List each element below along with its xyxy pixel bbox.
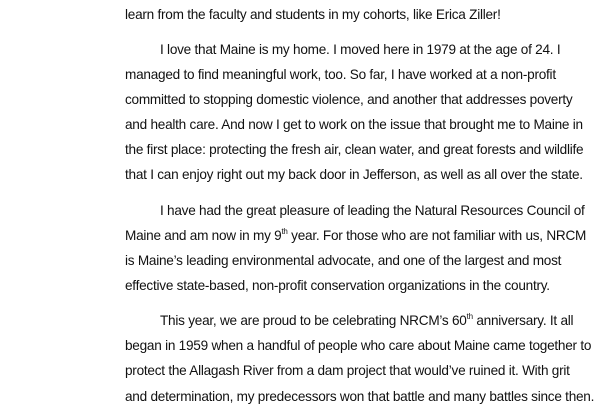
text-line: I have had the great pleasure of leading the Natural Resources Council of [160,203,585,218]
text-line [125,228,586,244]
text-line: I love that Maine is my home. I moved here in 1979 at the age of 24. I [160,42,561,57]
text-segment: anniversary. It all [472,313,574,328]
text-segment: Maine and am now in my 9 [125,228,282,243]
text-segment: This year, we are proud to be celebrating NRCM’s 60 [160,313,467,328]
text-line: committed to stopping domestic violence, and another that addresses poverty [125,92,573,107]
text-line: the first place: protecting the fresh air, clean water, and great forests and wildlife [125,142,584,157]
text-segment: year. For those who are not familiar with us, NRCM [287,228,587,243]
superscript: th [466,312,473,321]
text-line: protect the Allagash River from a dam project that would’ve ruined it. With grit [125,363,570,378]
text-line: effective state-based, non-profit conservation organizations in the country. [125,278,550,293]
text-line: is Maine’s leading environmental advocate, and one of the largest and most [125,253,562,268]
superscript: th [281,227,288,236]
text-line: learn from the faculty and students in my cohorts, like Erica Ziller! [125,7,501,22]
text-line: began in 1959 when a handful of people who care about Maine came together to [125,338,592,353]
text-line: that I can enjoy right out my back door in Jefferson, as well as all over the state. [125,167,583,182]
text-line: and health care. And now I get to work on the issue that brought me to Maine in [125,117,583,132]
text-line: managed to find meaningful work, too. So far, I have worked at a non-profit [125,67,556,82]
text-line: and determination, my predecessors won that battle and many battles since then. [125,389,595,404]
text-line [160,313,573,329]
